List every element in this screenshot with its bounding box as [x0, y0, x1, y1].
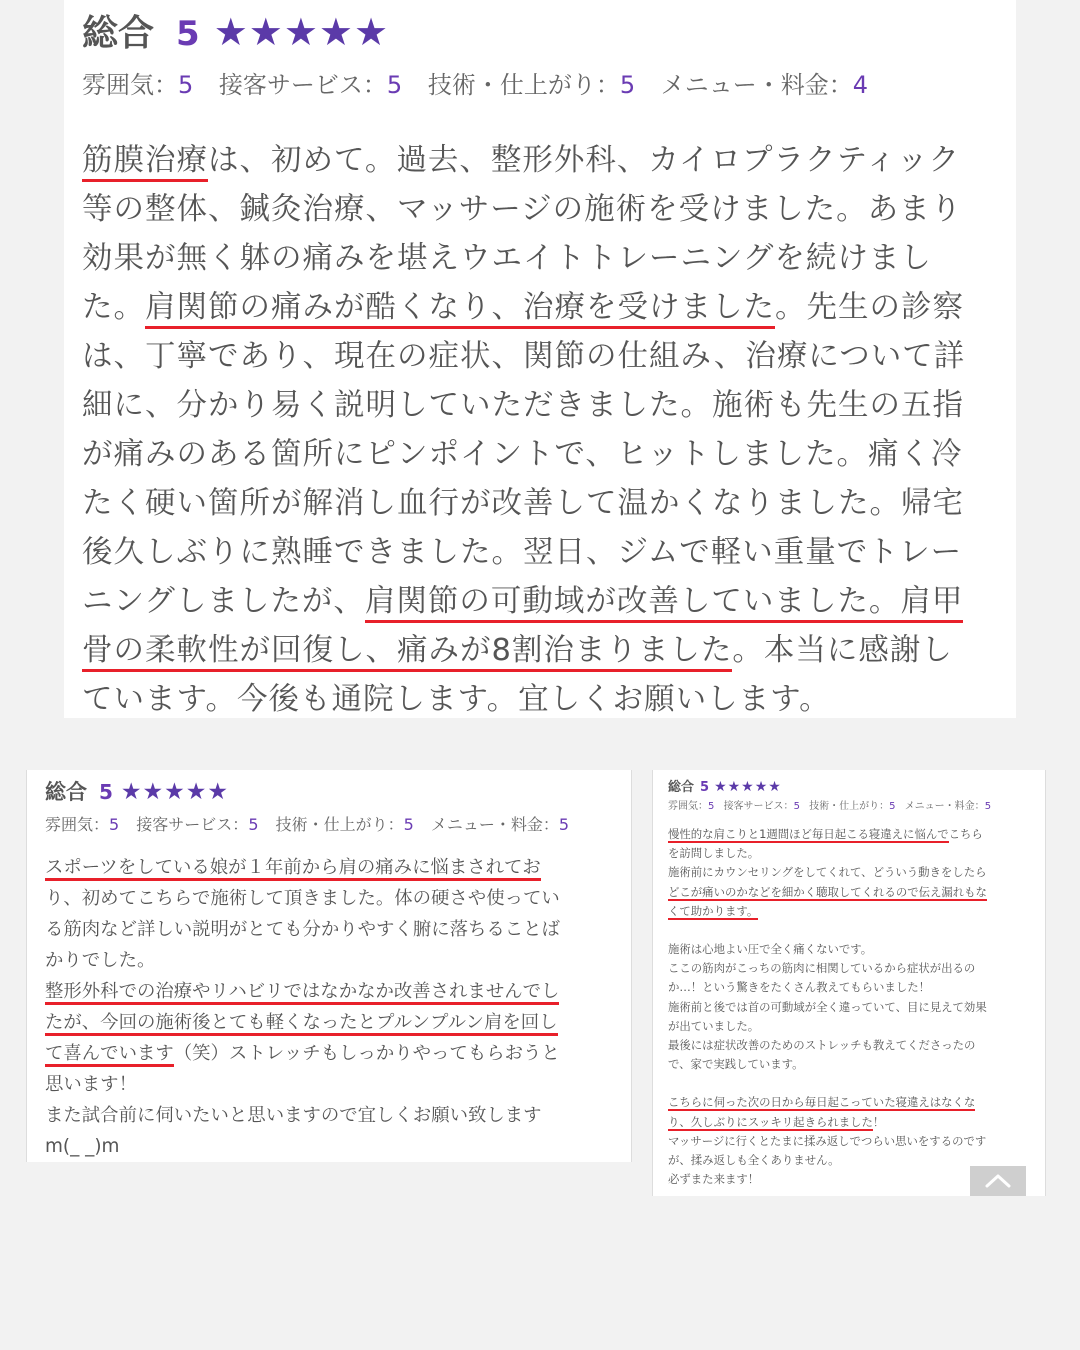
review-text: は、初めて。過去、整形外科、カイロプラクティック	[208, 143, 961, 178]
score-label: メニュー・料金：	[660, 71, 853, 99]
score-value: 5	[619, 71, 636, 99]
review-text: 施術は心地よい圧で全く痛くないです。	[668, 942, 873, 957]
score-value: 5	[248, 815, 259, 834]
review-text: 効果が無く躰の痛みを堪えウエイトトレーニングを続けまし	[82, 241, 932, 276]
highlighted-text: くて助かります。	[668, 903, 759, 918]
review-card-1	[64, 0, 1016, 718]
review-text: ニングしましたが、	[82, 584, 365, 619]
review-text: 施術前にカウンセリングをしてくれて、どういう動きをしたら	[668, 865, 987, 880]
review-text: が、揉み返しも全くありません。	[668, 1153, 840, 1168]
score-label: 接客サービス：	[136, 815, 249, 834]
highlighted-text: こちらに伺った次の日から毎日起こっていた寝違えはなくな	[668, 1095, 976, 1110]
overall-score: 5	[176, 14, 200, 54]
overall-rating	[45, 774, 631, 810]
highlighted-text: り、久しぶりにスッキリ起きられました	[668, 1114, 873, 1129]
review-text: マッサージに行くとたまに揉み返しでつらい思いをするのです	[668, 1133, 987, 1148]
score-value: 4	[852, 71, 869, 99]
review-text: る筋肉など詳しい説明がとても分かりやすく腑に落ちることば	[45, 919, 560, 940]
review-text: 。先生の診察	[775, 290, 964, 325]
review-text: 後久しぶりに熟睡できました。翌日、ジムで軽い重量でトレー	[82, 535, 963, 570]
score-label: 技術・仕上がり：	[427, 71, 620, 99]
scroll-to-top-button[interactable]	[970, 1166, 1026, 1196]
review-text: かりでした。	[45, 950, 156, 971]
review-card-2	[26, 770, 632, 1162]
highlighted-text: 骨の柔軟性が回復し、痛みが8割治まりました	[82, 633, 732, 672]
review-body	[668, 825, 1045, 1189]
overall-score: 5	[99, 780, 113, 804]
review-text: た。	[82, 290, 145, 325]
star-rating-icon: ★★★★★	[120, 779, 230, 805]
review-text: 必ずまた来ます！	[668, 1172, 760, 1187]
score-label: 雰囲気：	[668, 801, 708, 812]
review-text: ！	[872, 1114, 885, 1129]
overall-label: 総合	[45, 780, 87, 804]
overall-rating	[82, 6, 1016, 60]
overall-rating	[668, 778, 1045, 797]
overall-score: 5	[700, 780, 710, 795]
review-text: で、家で実践しています。	[668, 1057, 804, 1072]
review-text: また試合前に伺いたいと思いますので宜しくお願い致します	[45, 1105, 542, 1126]
highlighted-text: スポーツをしている娘が１年前から肩の痛みに悩まされてお	[45, 857, 541, 881]
score-breakdown	[82, 60, 1016, 110]
review-text: が出ていました。	[668, 1018, 760, 1033]
review-text: 細に、分かり易く説明していただきました。施術も先生の五指	[82, 388, 964, 423]
score-value: 5	[403, 815, 414, 834]
review-text: り、初めてこちらで施術して頂きました。体の硬さや使ってい	[45, 888, 560, 909]
review-text: が痛みのある箇所にピンポイントで、ヒットしました。痛く冷	[82, 437, 963, 472]
highlighted-text: 整形外科での治療やリハビリではなかなか改善されませんでし	[45, 981, 559, 1005]
highlighted-text: 肩関節の痛みが酷くなり、治療を受けました	[145, 290, 775, 329]
review-card-3	[652, 770, 1046, 1196]
review-text: 。本当に感謝し	[732, 633, 953, 668]
review-text: m(_ _)m	[45, 1136, 120, 1157]
score-label: 雰囲気：	[45, 815, 110, 834]
review-text: こちら	[948, 827, 983, 841]
star-rating-icon: ★★★★★	[213, 10, 390, 54]
chevron-up-icon	[984, 1173, 1012, 1189]
review-text: を訪問しました。	[668, 846, 760, 861]
review-text: 最後には症状改善のためのストレッチも教えてくださったの	[668, 1038, 976, 1053]
highlighted-text: て喜んでいます	[45, 1043, 174, 1067]
score-label: 接客サービス：	[218, 71, 387, 99]
review-text: 思います！	[45, 1074, 137, 1095]
score-value: 5	[793, 801, 800, 812]
score-breakdown	[668, 797, 1045, 817]
score-value: 5	[708, 801, 715, 812]
highlighted-text: 肩関節の可動域が改善していました。肩甲	[365, 584, 964, 623]
highlighted-text: 慢性的な肩こりと1週間ほど毎日起こる寝違えに悩んで	[668, 827, 949, 841]
score-breakdown	[45, 810, 631, 840]
score-label: 接客サービス：	[723, 801, 794, 812]
score-label: 雰囲気：	[82, 71, 178, 99]
score-value: 5	[984, 801, 992, 812]
review-text: ています。今後も通院します。宜しくお願いします。	[82, 682, 831, 717]
score-value: 5	[386, 71, 403, 99]
review-text: は、丁寧であり、現在の症状、関節の仕組み、治療について詳	[82, 339, 966, 374]
score-value: 5	[178, 71, 194, 99]
review-text: 等の整体、鍼灸治療、マッサージの施術を受けました。あまり	[82, 192, 963, 227]
star-rating-icon: ★★★★★	[714, 779, 782, 795]
score-label: 技術・仕上がり：	[809, 801, 890, 812]
score-label: メニュー・料金：	[430, 815, 559, 834]
overall-label: 総合	[668, 780, 695, 795]
score-value: 5	[889, 801, 896, 812]
score-label: メニュー・料金：	[904, 801, 985, 812]
review-body	[82, 136, 1016, 724]
score-label: 技術・仕上がり：	[275, 815, 404, 834]
review-text: ここの筋肉がこっちの筋肉に相関しているから症状が出るの	[668, 961, 976, 976]
highlighted-text: どこが痛いのかなどを細かく聴取してくれるので伝え漏れもな	[668, 884, 987, 899]
review-text: たく硬い箇所が解消し血行が改善して温かくなりました。帰宅	[82, 486, 964, 521]
score-value: 5	[558, 815, 570, 834]
review-text: か…！という驚きをたくさん教えてもらいました！	[668, 980, 930, 995]
review-body	[45, 852, 631, 1162]
review-text: （笑）ストレッチもしっかりやってもらおうと	[173, 1043, 560, 1064]
score-value: 5	[109, 815, 120, 834]
highlighted-text: たが、今回の施術後とても軽くなったとプルンプルン肩を回し	[45, 1012, 558, 1036]
review-text: 施術前と後では首の可動域が全く違っていて、目に見えて効果	[668, 999, 987, 1014]
overall-label: 総合	[82, 13, 155, 54]
highlighted-text: 筋膜治療	[82, 143, 208, 182]
